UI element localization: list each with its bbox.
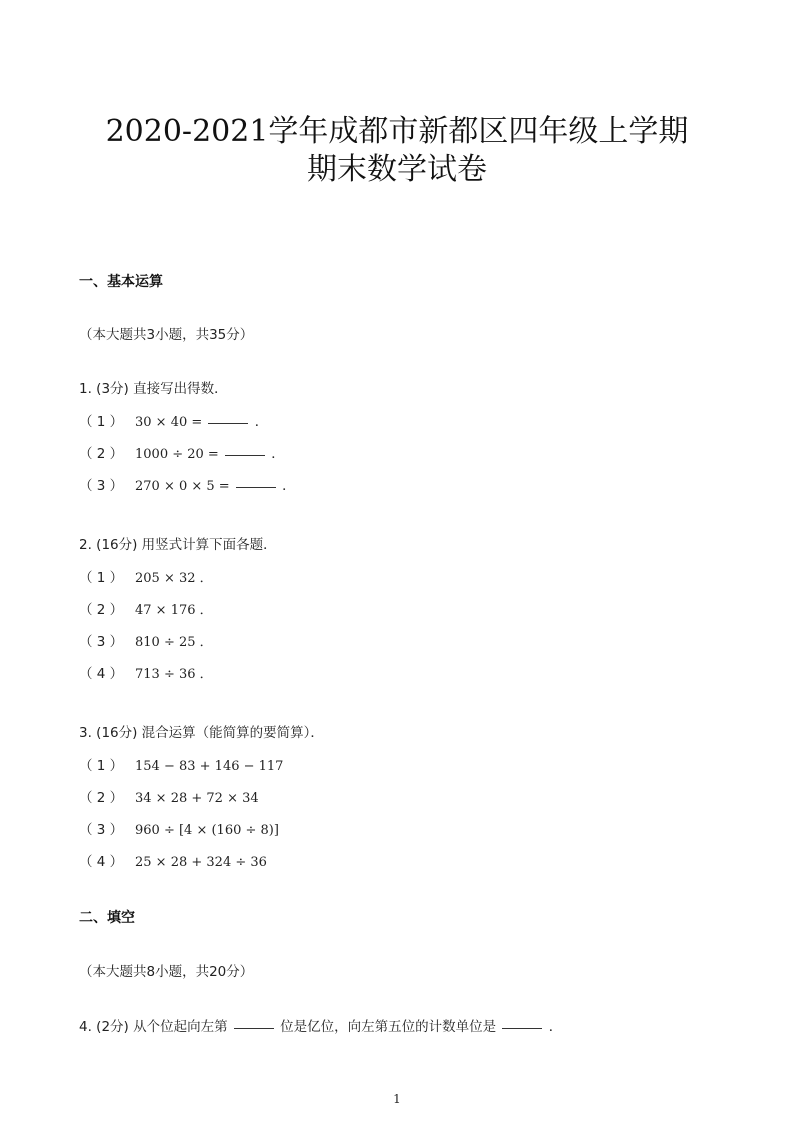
item-expression: 25 × 28 + 324 ÷ 36 — [135, 855, 267, 870]
item-index: （ 4 ） — [79, 854, 124, 870]
page-number: 1 — [393, 1092, 401, 1106]
section-1-note: （本大题共3小题，共35分） — [79, 327, 254, 343]
question-2-item-1 — [79, 566, 213, 586]
question-2-item-2 — [79, 598, 213, 618]
section-2-heading: 二、填空 — [79, 910, 135, 926]
question-4-part-3: ． — [544, 1019, 563, 1035]
title-line-2: 期末数学试卷 — [307, 152, 487, 187]
section-1-heading: 一、基本运算 — [79, 274, 163, 290]
question-2-item-3 — [79, 630, 213, 650]
item-index: （ 2 ） — [79, 790, 124, 806]
item-index: （ 2 ） — [79, 446, 124, 462]
question-1: 1. (3分) 直接写出得数． — [79, 381, 228, 397]
answer-blank[interactable] — [502, 1027, 542, 1029]
item-index: （ 4 ） — [79, 666, 124, 682]
question-3-item-4 — [79, 850, 267, 870]
item-expression: 34 × 28 + 72 × 34 — [135, 791, 259, 806]
item-expression: 713 ÷ 36 ． — [135, 667, 213, 682]
item-tail: ． — [254, 414, 269, 430]
question-2-item-4 — [79, 662, 213, 682]
item-expression: 960 ÷ [4 × (160 ÷ 8)] — [135, 823, 279, 838]
item-expression: 810 ÷ 25 ． — [135, 635, 213, 650]
item-index: （ 3 ） — [79, 478, 124, 494]
question-3-item-1 — [79, 754, 283, 774]
item-tail: ． — [282, 478, 296, 494]
question-4 — [79, 1015, 562, 1035]
item-index: （ 1 ） — [79, 758, 124, 774]
answer-blank[interactable] — [234, 1027, 274, 1029]
question-3-item-3 — [79, 818, 279, 838]
item-index: （ 1 ） — [79, 570, 124, 586]
item-expression: 154 − 83 + 146 − 117 — [135, 759, 284, 774]
item-expression: 1000 ÷ 20 = — [135, 447, 223, 462]
question-1-item-2 — [79, 442, 285, 462]
item-expression: 30 × 40 = — [135, 415, 207, 430]
question-1-item-1 — [79, 410, 268, 430]
answer-blank[interactable] — [236, 486, 276, 488]
item-expression: 47 × 176 ． — [135, 603, 213, 618]
item-expression: 205 × 32 ． — [135, 571, 213, 586]
answer-blank[interactable] — [225, 454, 265, 456]
question-3: 3. (16分) 混合运算（能简算的要简算）． — [79, 725, 324, 741]
section-2-note: （本大题共8小题，共20分） — [79, 964, 254, 980]
item-tail: ． — [271, 446, 285, 462]
title-line-1: 2020-2021学年成都市新都区四年级上学期 — [105, 114, 689, 149]
question-4-part-1: 4. (2分) 从个位起向左第 — [79, 1019, 232, 1035]
item-index: （ 3 ） — [79, 634, 124, 650]
question-1-item-3 — [79, 474, 296, 494]
item-index: （ 3 ） — [79, 822, 124, 838]
answer-blank[interactable] — [208, 422, 248, 424]
item-index: （ 1 ） — [79, 414, 124, 430]
item-expression: 270 × 0 × 5 = — [135, 479, 234, 494]
question-2: 2. (16分) 用竖式计算下面各题． — [79, 537, 277, 553]
question-4-part-2: 位是亿位，向左第五位的计数单位是 — [275, 1019, 501, 1035]
item-index: （ 2 ） — [79, 602, 124, 618]
question-3-item-2 — [79, 786, 259, 806]
